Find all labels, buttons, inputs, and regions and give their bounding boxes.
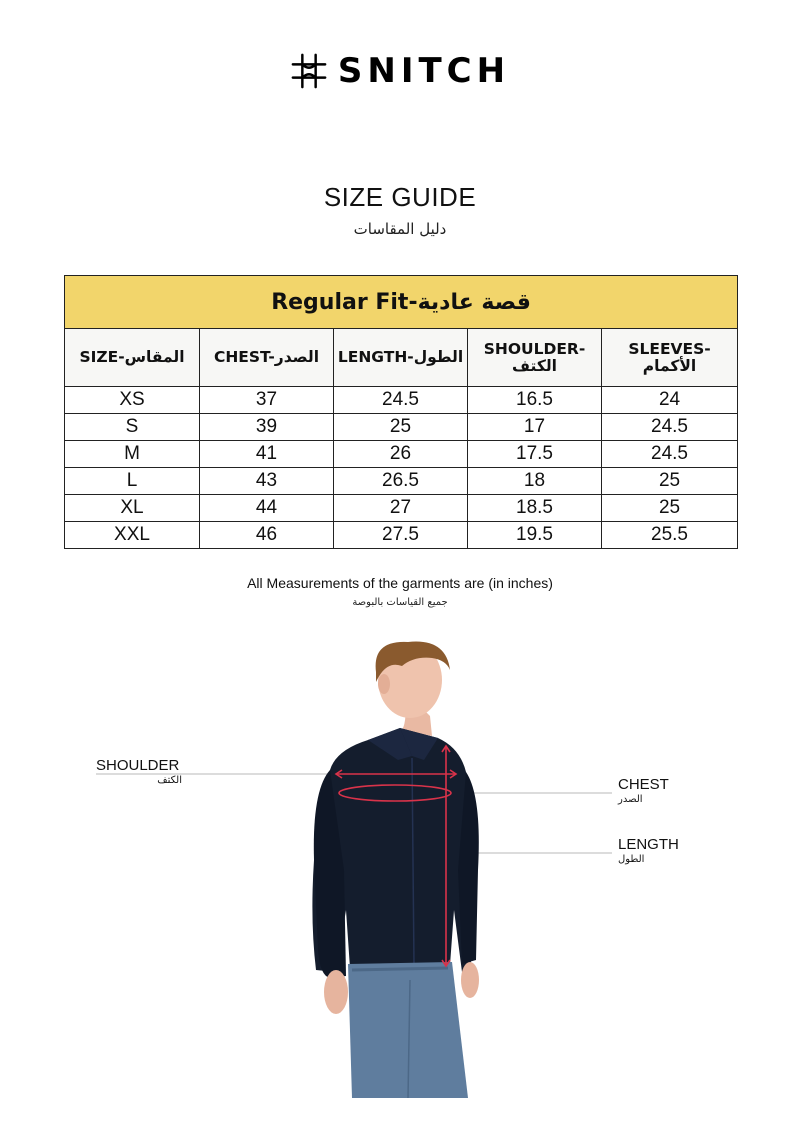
measurement-note: All Measurements of the garments are (in inches) bbox=[247, 575, 553, 591]
cell-size: S bbox=[65, 414, 200, 441]
cell-size: XL bbox=[65, 495, 200, 522]
chest-label-arabic: الصدر bbox=[618, 794, 643, 805]
table-row bbox=[65, 414, 738, 441]
cell-sleeves: 24 bbox=[602, 387, 738, 414]
brand-header bbox=[0, 50, 800, 92]
table-row bbox=[65, 495, 738, 522]
cell-sleeves: 25 bbox=[602, 495, 738, 522]
table-row bbox=[65, 387, 738, 414]
cell-length: 24.5 bbox=[334, 387, 468, 414]
fit-header-row bbox=[65, 276, 738, 329]
table-row bbox=[65, 522, 738, 549]
cell-shoulder: 17 bbox=[468, 414, 602, 441]
cell-size: M bbox=[65, 441, 200, 468]
cell-chest: 37 bbox=[200, 387, 334, 414]
column-header-length bbox=[334, 329, 468, 387]
cell-sleeves: 24.5 bbox=[602, 441, 738, 468]
shoulder-label bbox=[96, 757, 182, 786]
table-row bbox=[65, 441, 738, 468]
header-text: LENGTH-الطول bbox=[337, 348, 464, 366]
model-illustration bbox=[0, 620, 800, 1140]
table-row bbox=[65, 468, 738, 495]
length-label-text: LENGTH bbox=[618, 836, 679, 853]
cell-size: XS bbox=[65, 387, 200, 414]
cell-sleeves: 25 bbox=[602, 468, 738, 495]
page-title-arabic: دليل المقاسات bbox=[353, 220, 447, 238]
brand-name: SNITCH bbox=[337, 51, 511, 91]
column-header-row bbox=[65, 329, 738, 387]
cell-chest: 46 bbox=[200, 522, 334, 549]
shoulder-label-arabic: الكتف bbox=[157, 775, 182, 786]
header-text: SIZE-المقاس bbox=[79, 348, 185, 366]
cell-length: 27 bbox=[334, 495, 468, 522]
column-header-sleeves bbox=[602, 329, 738, 387]
cell-chest: 39 bbox=[200, 414, 334, 441]
page-title: SIZE GUIDE bbox=[323, 182, 477, 212]
header-text: CHEST-الصدر bbox=[213, 348, 320, 366]
cell-sleeves: 25.5 bbox=[602, 522, 738, 549]
header-text: SHOULDER- bbox=[483, 339, 586, 358]
cell-shoulder: 19.5 bbox=[468, 522, 602, 549]
cell-shoulder: 16.5 bbox=[468, 387, 602, 414]
length-label bbox=[618, 836, 679, 865]
cell-shoulder: 17.5 bbox=[468, 441, 602, 468]
cell-length: 26 bbox=[334, 441, 468, 468]
header-text-arabic: الكتف bbox=[512, 356, 557, 375]
cell-length: 25 bbox=[334, 414, 468, 441]
hash-knot-logo-icon bbox=[290, 52, 328, 90]
cell-chest: 43 bbox=[200, 468, 334, 495]
chest-label bbox=[618, 776, 669, 805]
cell-size: XXL bbox=[65, 522, 200, 549]
shoulder-label-text: SHOULDER bbox=[96, 757, 180, 774]
size-table bbox=[64, 275, 738, 549]
column-header-chest bbox=[200, 329, 334, 387]
header-text-arabic: الأكمام bbox=[642, 356, 697, 375]
cell-length: 26.5 bbox=[334, 468, 468, 495]
header-text: SLEEVES- bbox=[628, 339, 711, 358]
cell-size: L bbox=[65, 468, 200, 495]
cell-sleeves: 24.5 bbox=[602, 414, 738, 441]
cell-shoulder: 18.5 bbox=[468, 495, 602, 522]
cell-length: 27.5 bbox=[334, 522, 468, 549]
fit-label: Regular Fit-قصة عادية bbox=[65, 276, 738, 329]
cell-chest: 41 bbox=[200, 441, 334, 468]
column-header-shoulder bbox=[468, 329, 602, 387]
cell-shoulder: 18 bbox=[468, 468, 602, 495]
length-label-arabic: الطول bbox=[618, 854, 645, 865]
model-figure bbox=[0, 620, 800, 1140]
measurement-note-arabic: جميع القياسات بالبوصة bbox=[352, 597, 448, 608]
chest-label-text: CHEST bbox=[618, 776, 669, 793]
column-header-size bbox=[65, 329, 200, 387]
cell-chest: 44 bbox=[200, 495, 334, 522]
